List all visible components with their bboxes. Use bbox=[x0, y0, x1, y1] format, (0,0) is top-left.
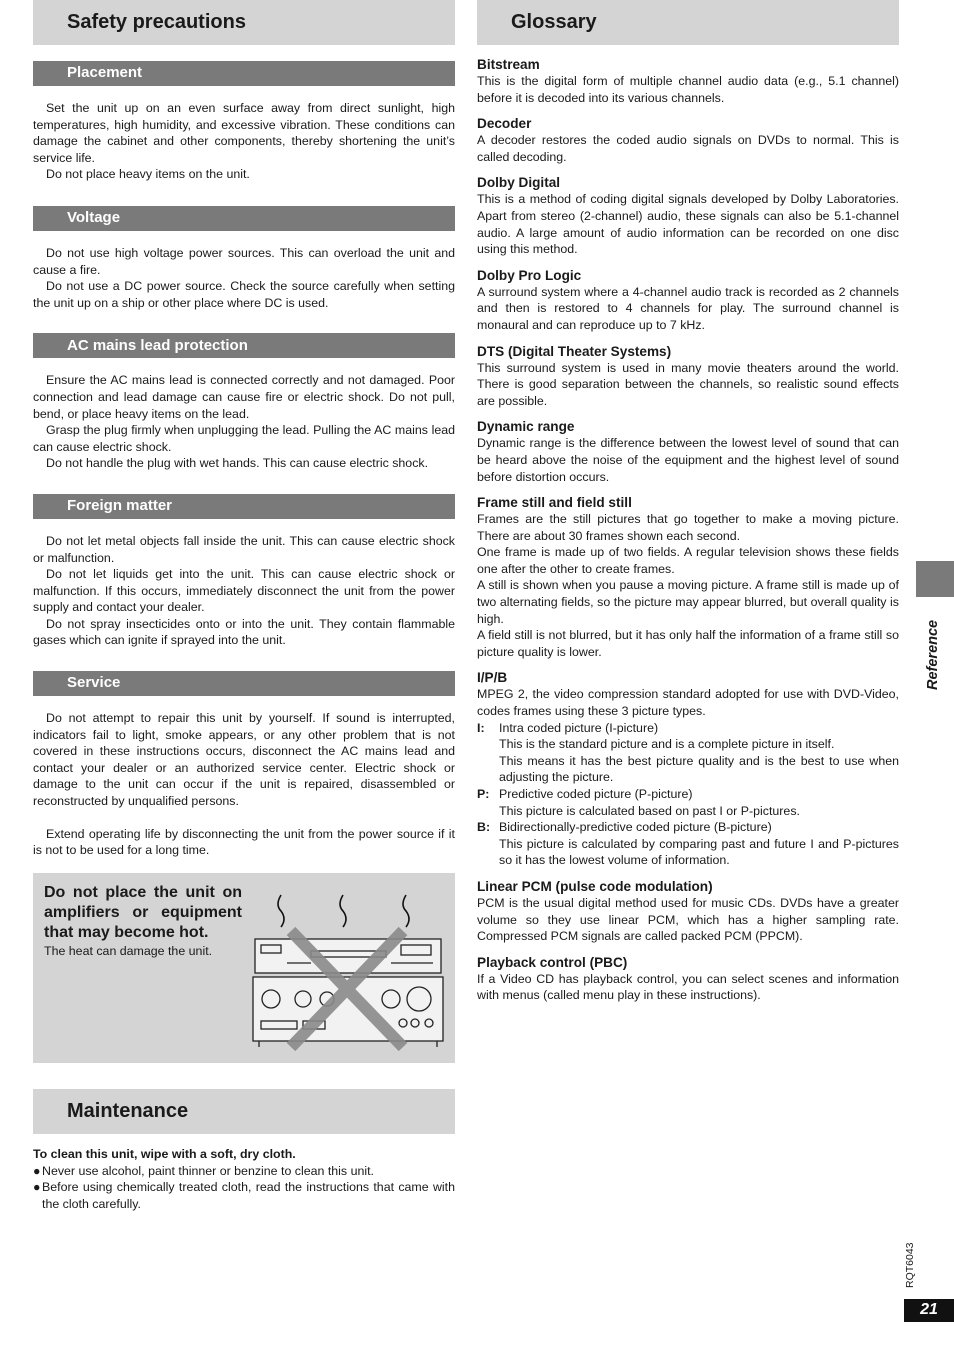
service-text-2: Extend operating life by disconnecting the unit from the power source if it is not to be used for a long time. bbox=[33, 826, 455, 858]
def-playback-control: If a Video CD has playback control, you can select scenes and information with menus (called menu play in these instructions). bbox=[477, 971, 899, 1003]
heat-warning-box bbox=[33, 873, 455, 1063]
def-bitstream: This is the digital form of multiple channel audio data (e.g., 5.1 channel) before it is decoded into its various channels. bbox=[477, 74, 899, 105]
term-dolby-digital: Dolby Digital bbox=[477, 175, 561, 191]
voltage-text-2: Do not use a DC power source. Check the source carefully when setting the unit up on a ship or other place where DC is used. bbox=[33, 279, 455, 310]
foreign-text-2: Do not let liquids get into the unit. This can cause electric shock or malfunction. If this occurs, immediately disconnect the unit from the power supply and contact your dealer. bbox=[33, 567, 455, 615]
safety-title: Safety precautions bbox=[33, 0, 455, 45]
voltage-text-1: Do not use high voltage power sources. This can overload the unit and cause a fire. bbox=[33, 245, 455, 277]
term-linear-pcm: Linear PCM (pulse code modulation) bbox=[477, 878, 713, 894]
def-ipb-intro: MPEG 2, the video compression standard adopted for use with DVD-Video, codes frames using these 3 picture types. bbox=[477, 687, 899, 719]
def-frame-still-4: A field still is not blurred, but it has only half the information of a frame still so picture quality is lower. bbox=[477, 628, 899, 659]
foreign-text-1: Do not let metal objects fall inside the unit. This can cause electric shock or malfunction. bbox=[33, 533, 455, 565]
term-dts: DTS (Digital Theater Systems) bbox=[477, 343, 672, 359]
maintenance-bullet-1: ● Never use alcohol, paint thinner or benzine to clean this unit. bbox=[33, 1163, 374, 1178]
foreign-text-3: Do not spray insecticides onto or into the unit. They contain flammable gases which can ignite if sprayed into the unit. bbox=[33, 616, 455, 648]
service-heading: Service bbox=[33, 671, 455, 696]
safety-column bbox=[33, 0, 455, 1211]
term-playback-control: Playback control (PBC) bbox=[477, 954, 628, 970]
document-code: RQT6043 bbox=[904, 1242, 916, 1288]
maintenance-lead: To clean this unit, wipe with a soft, dry cloth. bbox=[33, 1147, 296, 1161]
def-dts: This surround system is used in many movie theaters around the world. There is good separation between the channels, so realistic sound effects are possible. bbox=[477, 360, 899, 408]
term-bitstream: Bitstream bbox=[477, 57, 540, 72]
service-text-1: Do not attempt to repair this unit by yourself. If sound is interrupted, indicators fail to light, smoke appears, or any other problem that is not covered in these instructions occurs, disconnect the AC mains lead and contact your dealer or an authorized service center. Electric shock or damage to the unit can occur if the unit is repaired, disassembled or reconstructed by unqualified persons. bbox=[33, 711, 455, 809]
term-frame-still: Frame still and field still bbox=[477, 495, 632, 511]
bullet-icon: ● bbox=[33, 1163, 41, 1178]
reference-tab bbox=[916, 561, 954, 597]
ipb-i-row: I: Intra coded picture (I-picture) This is the standard picture and is a complete picture in itself. This means it has the best picture quality and is the best to use when adjusting the picture. bbox=[477, 720, 899, 785]
reference-label: Reference bbox=[925, 619, 941, 690]
ac-lead-text-3: Do not handle the plug with wet hands. This can cause electric shock. bbox=[46, 456, 429, 471]
maintenance-bullet-2: ● Before using chemically treated cloth, read the instructions that came with the cloth carefully. bbox=[33, 1180, 455, 1211]
def-decoder: A decoder restores the coded audio signals on DVDs to normal. This is called decoding. bbox=[477, 133, 899, 164]
def-dolby-pro-logic: A surround system where a 4-channel audio track is recorded as 2 channels and then is restored to 4 channels for play. The surround channel is monaural and can reproduce up to 7 kHz. bbox=[477, 284, 899, 332]
term-dynamic-range: Dynamic range bbox=[477, 419, 575, 435]
def-linear-pcm: PCM is the usual digital method used for music CDs. DVDs have a greater volume so they use linear PCM, which has a higher sampling rate. Compressed PCM signals are called packed PCM (PPCM). bbox=[477, 895, 899, 944]
placement-heading: Placement bbox=[33, 61, 455, 86]
def-frame-still-3: A still is shown when you pause a moving picture. A frame still is made up of two alternating fields, so the picture may appear blurred, but overall quality is high. bbox=[477, 578, 899, 626]
def-dynamic-range: Dynamic range is the difference between the lowest level of sound that can be heard above the noise of the equipment and the highest level of sound before distortion occurs. bbox=[477, 436, 899, 484]
def-frame-still-1: Frames are the still pictures that go together to make a moving picture. There are about 30 frames shown each second. bbox=[477, 512, 899, 543]
glossary-title: Glossary bbox=[477, 0, 899, 45]
placement-text-2: Do not place heavy items on the unit. bbox=[46, 167, 250, 182]
def-frame-still-2: One frame is made up of two fields. A regular television shows these fields one after the other to create frames. bbox=[477, 545, 899, 576]
maintenance-title: Maintenance bbox=[33, 1089, 455, 1134]
ac-lead-text-1: Ensure the AC mains lead is connected correctly and not damaged. Poor connection and lead damage can cause fire or electric shock. Do not pull, bend, or place heavy items on the lead. bbox=[33, 373, 455, 421]
ipb-p-row: P: Predictive coded picture (P-picture) This picture is calculated based on past I or P-pictures. bbox=[477, 787, 800, 818]
ac-lead-text-2: Grasp the plug firmly when unplugging the lead. Pulling the AC mains lead can cause electric shock. bbox=[33, 423, 455, 454]
voltage-heading: Voltage bbox=[33, 206, 455, 231]
def-dolby-digital: This is a method of coding digital signals developed by Dolby Laboratories. Apart from stereo (2-channel) audio, these signals can also be 5.1-channel audio. A large amount of audio information can be recorded on one disc using this method. bbox=[477, 192, 899, 257]
glossary-column bbox=[477, 0, 899, 1004]
term-ipb: I/P/B bbox=[477, 670, 508, 686]
heat-warning-title: Do not place the unit on amplifiers or equipment that may become hot. bbox=[44, 884, 242, 941]
term-dolby-pro-logic: Dolby Pro Logic bbox=[477, 267, 582, 283]
page-number: 21 bbox=[904, 1299, 954, 1322]
term-decoder: Decoder bbox=[477, 116, 532, 132]
foreign-matter-heading: Foreign matter bbox=[33, 494, 455, 519]
ac-lead-heading: AC mains lead protection bbox=[33, 333, 455, 358]
amplifier-prohibited-illustration bbox=[251, 887, 447, 1053]
heat-warning-subtitle: The heat can damage the unit. bbox=[44, 944, 213, 958]
heat-wave-icon bbox=[278, 895, 409, 927]
bullet-icon: ● bbox=[33, 1180, 41, 1195]
placement-text-1: Set the unit up on an even surface away from direct sunlight, high temperatures, high humidity, and excessive vibration. These conditions can damage the cabinet and other components, thereby shortening the unit’s service life. bbox=[33, 101, 455, 165]
ipb-b-row: B: Bidirectionally-predictive coded picture (B-picture) This picture is calculated by comparing past and future I and P-pictures so it has the lowest volume of information. bbox=[477, 820, 899, 868]
